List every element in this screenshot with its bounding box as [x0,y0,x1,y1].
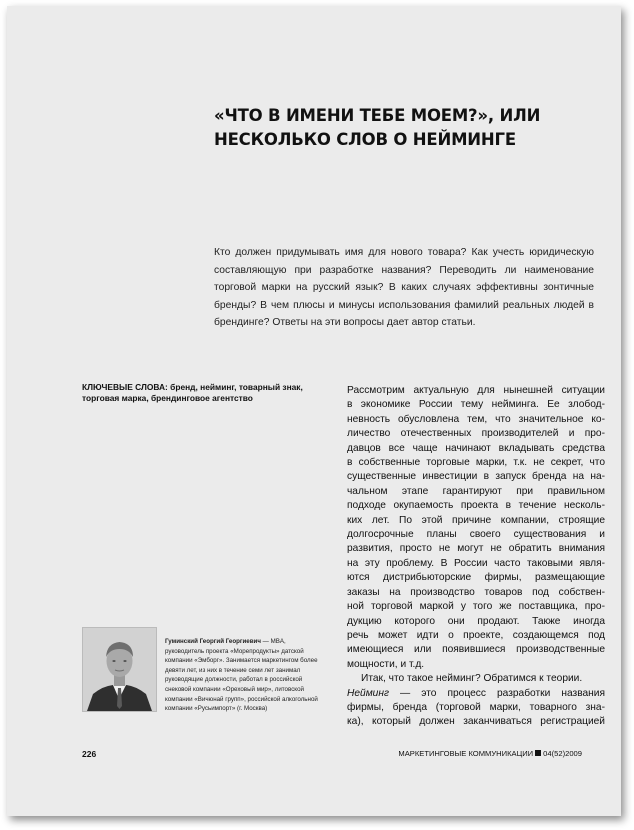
body-line: ких лет. По этой причине компании, строящие [347,514,605,526]
page-number: 226 [82,749,97,759]
body-line: на эту проблему. В России часто таковыми явля- [347,557,605,569]
body-line: существенные инвестиции в запуск бренда на на- [347,471,605,483]
body-line: мощности, и т.д. [347,658,425,670]
body-line: невность обусловлена тем, что значительное ко- [347,413,605,425]
square-bullet-icon [535,750,541,756]
body-line [347,687,605,701]
body-line: давцов все чаще начинают вкладывать средства [347,442,605,454]
body-line: ной торговой маркой у того же поставщика, про- [347,601,605,613]
term-definition: — это процесс разработки названия [388,687,605,699]
body-line: имеющиеся или появившиеся производственные [347,644,605,656]
article-body [347,384,605,730]
keywords-label: КЛЮЧЕВЫЕ СЛОВА: [82,382,168,392]
body-line: речь может идти о проекте, создающемся под [347,629,605,641]
journal-name: МАРКЕТИНГОВЫЕ КОММУНИКАЦИИ [398,749,534,758]
body-line: дукцию которого они продают. Также иногда [347,615,605,627]
body-paragraph-2 [347,672,605,730]
body-line: фирмы, бренда (торговой марки, товарного зна- [347,701,605,713]
journal-footer [398,749,582,758]
body-line: личество отечественных производителей и про- [347,428,605,440]
body-line: развития, просто не могут не обратить внимания [347,543,605,555]
magazine-page [7,6,621,816]
body-line: в экономике России тему нейминга. Ее злобод- [347,399,605,411]
body-line: Итак, что такое нейминг? Обратимся к теории. [361,673,583,685]
body-line: чальном этапе гарантируют при правильном [347,485,605,497]
body-line: заказы на производство товаров под собствен- [347,586,605,598]
body-line: ются дистрибьюторские фирмы, размещающие [347,572,605,584]
body-line: Рассмотрим актуальную для нынешней ситуации [347,385,605,396]
author-description: — MBA, руководитель проекта «Морепродукты» датской компании «Эмборг». Занимается маркетингом более девяти лет, из них в течение семи лет занимал руководящие должности, работал в российской снековой компании «Ореховый мир», литовской компании «Вичюнай групп», российской алкогольной компании «Русьимпорт» (г. Москва) [165,638,318,713]
body-line: долгосрочные планы своего существования и [347,529,605,541]
keywords [82,382,332,404]
journal-issue: 04(52)2009 [543,749,582,758]
body-line: в собственные торговые марки, т.к. не секрет, что [347,457,605,469]
author-bio [165,637,323,714]
body-line: подходе окупаемость проекта в течение несколь- [347,500,605,512]
article-lead: Кто должен придумывать имя для нового товара? Как учесть юридическую составляющую при разработке названия? Переводить ли наименование торговой марки на русский язык? В каких случаях эффективны зонтичные бренды? В чем плюсы и минусы использования фамилий реальных людей в брендинге? Ответы на эти вопросы дает автор статьи. [214,247,594,329]
keywords-list: бренд, нейминг, товарный знак, торговая марка, брендинговое агентство [82,382,303,403]
body-paragraph-1 [347,384,605,672]
author-photo [82,627,157,712]
article-title: «ЧТО В ИМЕНИ ТЕБЕ МОЕМ?», ИЛИ НЕСКОЛЬКО СЛОВ О НЕЙМИНГЕ [214,106,541,149]
term-neiming: Нейминг [347,687,389,699]
author-name: Гуминский Георгий Георгиевич [165,638,261,645]
body-line: ка), который должен заканчиваться регистрацией [347,716,605,728]
